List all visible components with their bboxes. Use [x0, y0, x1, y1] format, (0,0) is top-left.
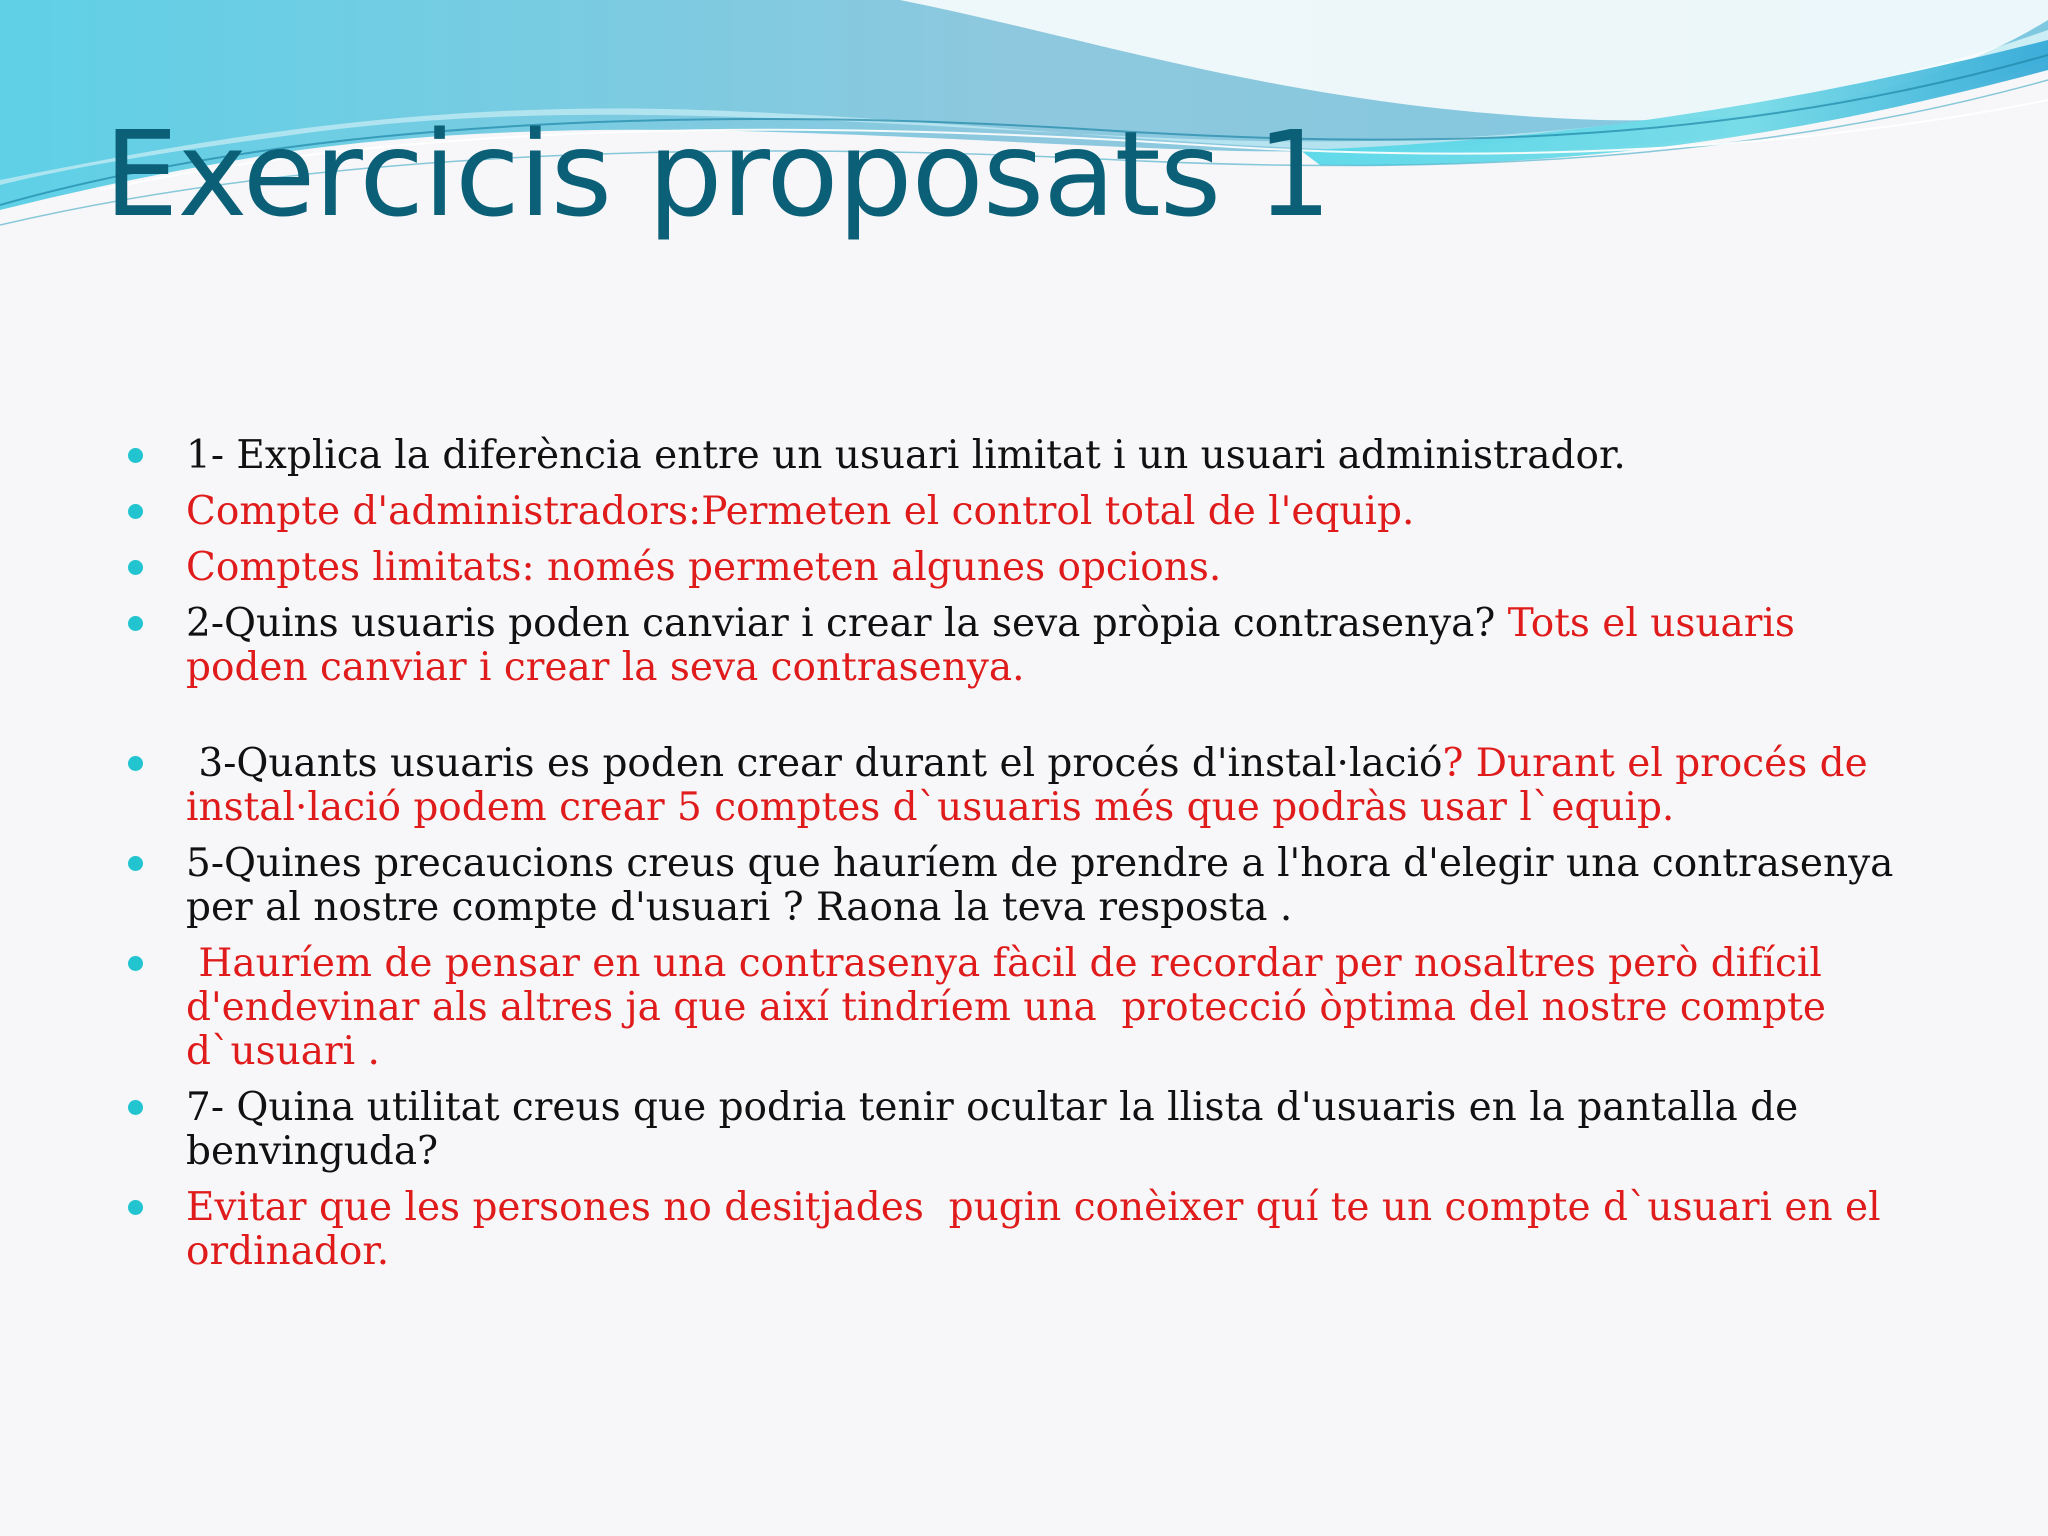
- question-text: 2-Quins usuaris poden canviar i crear la seva pròpia contrasenya?: [186, 601, 1508, 646]
- answer-text: Comptes limitats: només permeten algunes opcions.: [186, 545, 1222, 590]
- list-item: [128, 942, 1928, 1074]
- bullet-icon: [128, 616, 143, 631]
- bullet-icon: [128, 1100, 143, 1115]
- bullet-icon: [128, 504, 143, 519]
- list-item: [128, 434, 1928, 478]
- list-item: [128, 842, 1928, 930]
- list-item: [128, 490, 1928, 534]
- list-item: [128, 546, 1928, 590]
- answer-text: ? Durant el procés de instal·lació podem crear 5 comptes d`usuaris més que podràs usar l`equip.: [186, 741, 1868, 830]
- bullet-icon: [128, 560, 143, 575]
- bullet-icon: [128, 956, 143, 971]
- answer-text: Compte d'administradors:Permeten el control total de l'equip.: [186, 489, 1415, 534]
- list-item: [128, 602, 1928, 690]
- list-item: [128, 1186, 1928, 1274]
- bullet-icon: [128, 448, 143, 463]
- answer-text: Evitar que les persones no desitjades pugin conèixer quí te un compte d`usuari en el ordinador.: [186, 1185, 1893, 1274]
- answer-text: Tots el usuaris poden canviar i crear la seva contrasenya.: [186, 601, 1795, 690]
- bullet-list: [128, 434, 1928, 1286]
- list-item: [128, 1086, 1928, 1174]
- question-text: 3-Quants usuaris es poden crear durant el procés d'instal·lació: [186, 741, 1443, 786]
- question-text: 1- Explica la diferència entre un usuari limitat i un usuari administrador.: [186, 433, 1626, 478]
- bullet-icon: [128, 1200, 143, 1215]
- question-text: 5-Quines precaucions creus que hauríem de prendre a l'hora d'elegir una contrasenya per al nostre compte d'usuari ? Raona la teva resposta .: [186, 841, 1894, 930]
- slide-title: Exercicis proposats 1: [104, 105, 1331, 243]
- list-item: [128, 742, 1928, 830]
- answer-text: Hauríem de pensar en una contrasenya fàcil de recordar per nosaltres però difícil d'endevinar als altres ja que així tindríem una protecció òptima del nostre compte d`usuari .: [186, 941, 1839, 1074]
- bullet-icon: [128, 756, 143, 771]
- bullet-icon: [128, 856, 143, 871]
- question-text: 7- Quina utilitat creus que podria tenir ocultar la llista d'usuaris en la pantalla de benvinguda?: [186, 1085, 1799, 1174]
